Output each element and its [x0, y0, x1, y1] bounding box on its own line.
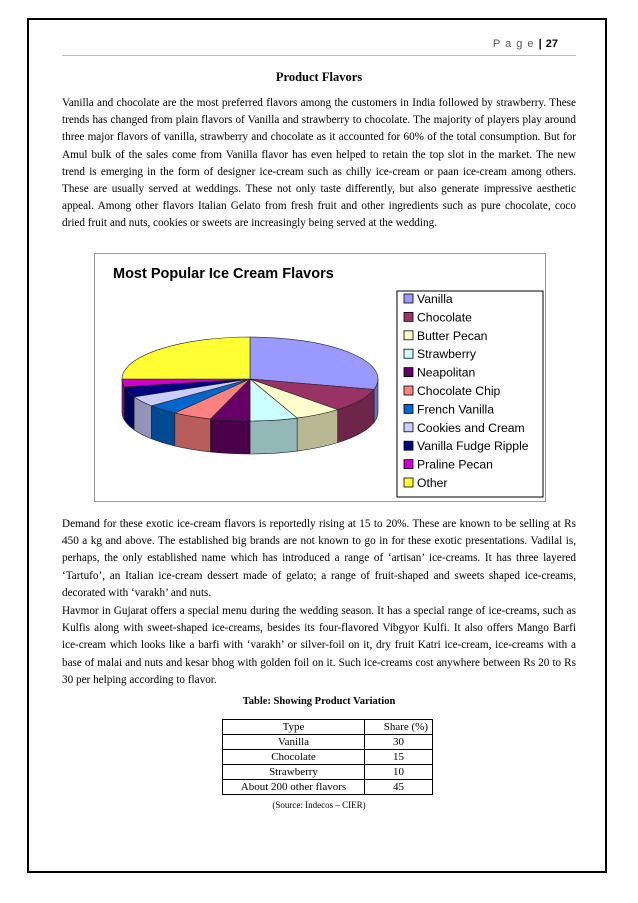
page-separator: |: [538, 38, 542, 50]
column-header-share: Share (%): [365, 720, 433, 735]
paragraph-product-flavors: Vanilla and chocolate are the most preferred flavors among the customers in India followed by strawberry. These trends has changed from plain flavors of Vanilla and strawberry to chocolate. The majority of players play around three major flavors of vanilla, strawberry and chocolate as it accounted for 60% of the total consumption. But for Amul bulk of the sales come from Vanilla flavor has even helped to retain the top slot in the market. The new trend is emerging in the form of designer ice-cream such as chilly ice-cream or paan ice-cream among others. These are usually served at weddings. These not only taste differently, but also generate impressive aesthetic appeal. Among other flavors Italian Gelato from fresh fruit and other ingredients such as pure chocolate, coco dried fruit and nuts, cookies or sweets are increasingly being served at the wedding.: [62, 97, 576, 230]
pie-side-neapolitan: [210, 419, 250, 454]
legend-label-strawberry: Strawberry: [417, 347, 476, 362]
paragraph-demand: Demand for these exotic ice-cream flavors is reportedly rising at 15 to 20%. These are known to be selling at Rs 450 a kg and above. The established big brands are not known to go in for these exotic presentations. Vadilal is, perhaps, the only established name which has introduced a range of ‘artisan’ ice-creams. It has three layered ‘Tartufo’, an Italian ice-cream dessert made of gelato; a range of fruit-shaped and sweets shaped ice-creams, decorated with ‘varakh’ and nuts.: [62, 518, 576, 599]
table-row: [223, 780, 433, 795]
legend-swatch-chocolate: [404, 312, 413, 321]
table-cell-type: Strawberry: [223, 765, 365, 780]
legend-label-chocolate-chip: Chocolate Chip: [417, 384, 501, 398]
legend-swatch-vanilla-fudge-ripple: [404, 441, 413, 450]
legend-label-chocolate: Chocolate: [417, 310, 472, 325]
table-cell-type: Chocolate: [223, 750, 365, 765]
table-cell-share: 45: [365, 780, 433, 795]
table-caption: Table: Showing Product Variation: [242, 696, 396, 707]
legend-swatch-chocolate-chip: [404, 386, 413, 395]
legend-swatch-strawberry: [404, 349, 413, 358]
pie-side-strawberry: [250, 418, 297, 454]
table-cell-share: 30: [365, 735, 433, 750]
paragraph-havmor: Havmor in Gujarat offers a special menu during the wedding season. It has a special range of ice-creams, such as Kulfis along with sweet-shaped ice-creams, besides its four-flavored Vibgyor Kulfi. It also offers Mango Barfi ice-cream which looks like a barfi with ‘varakh’ or silver-foil on it, dry fruit Katri ice-cream, ice-creams with a base of malai and nuts and kesar bhog with golden foil on it. Such ice-creams cost anywhere between Rs 20 to Rs 30 per helping according to flavor.: [62, 605, 576, 686]
pie-side-chocolate-chip: [175, 413, 211, 452]
table-header-row: [223, 720, 433, 735]
legend-label-neapolitan: Neapolitan: [417, 365, 476, 380]
table-cell-type: About 200 other flavors: [223, 780, 365, 795]
table-cell-share: 15: [365, 750, 433, 765]
table-source: (Source: Indecos – CIER): [272, 800, 366, 810]
table-cell-type: Vanilla: [223, 735, 365, 750]
legend-label-praline-pecan: Praline Pecan: [417, 457, 493, 472]
product-variation-table: [222, 719, 433, 795]
chart-title: Most Popular Ice Cream Flavors: [113, 266, 334, 282]
legend-swatch-other: [404, 478, 413, 487]
legend-swatch-praline-pecan: [404, 460, 413, 469]
table-row: [223, 735, 433, 750]
legend-label-cookies-and-cream: Cookies and Cream: [417, 420, 525, 435]
legend-swatch-butter-pecan: [404, 331, 413, 340]
legend-swatch-french-vanilla: [404, 404, 413, 413]
legend-swatch-neapolitan: [404, 368, 413, 377]
page-label: P a g e: [492, 38, 535, 50]
legend-swatch-cookies-and-cream: [404, 423, 413, 432]
legend-label-butter-pecan: Butter Pecan: [417, 328, 488, 343]
table-row: [223, 765, 433, 780]
pie-chart: [94, 253, 546, 502]
legend-label-vanilla: Vanilla: [417, 292, 453, 306]
header-rule: [62, 55, 576, 56]
page-number-value: 27: [545, 38, 558, 50]
legend-label-other: Other: [417, 476, 448, 490]
table-cell-share: 10: [365, 765, 433, 780]
page-number: [493, 38, 558, 50]
legend-label-vanilla-fudge-ripple: Vanilla Fudge Ripple: [417, 439, 529, 454]
column-header-type: Type: [223, 720, 365, 735]
table-row: [223, 750, 433, 765]
legend-label-french-vanilla: French Vanilla: [417, 402, 494, 417]
section-title: Product Flavors: [275, 70, 363, 84]
pie-top: [122, 337, 378, 421]
legend-swatch-vanilla: [404, 294, 413, 303]
pie-slice-other: [122, 337, 250, 379]
